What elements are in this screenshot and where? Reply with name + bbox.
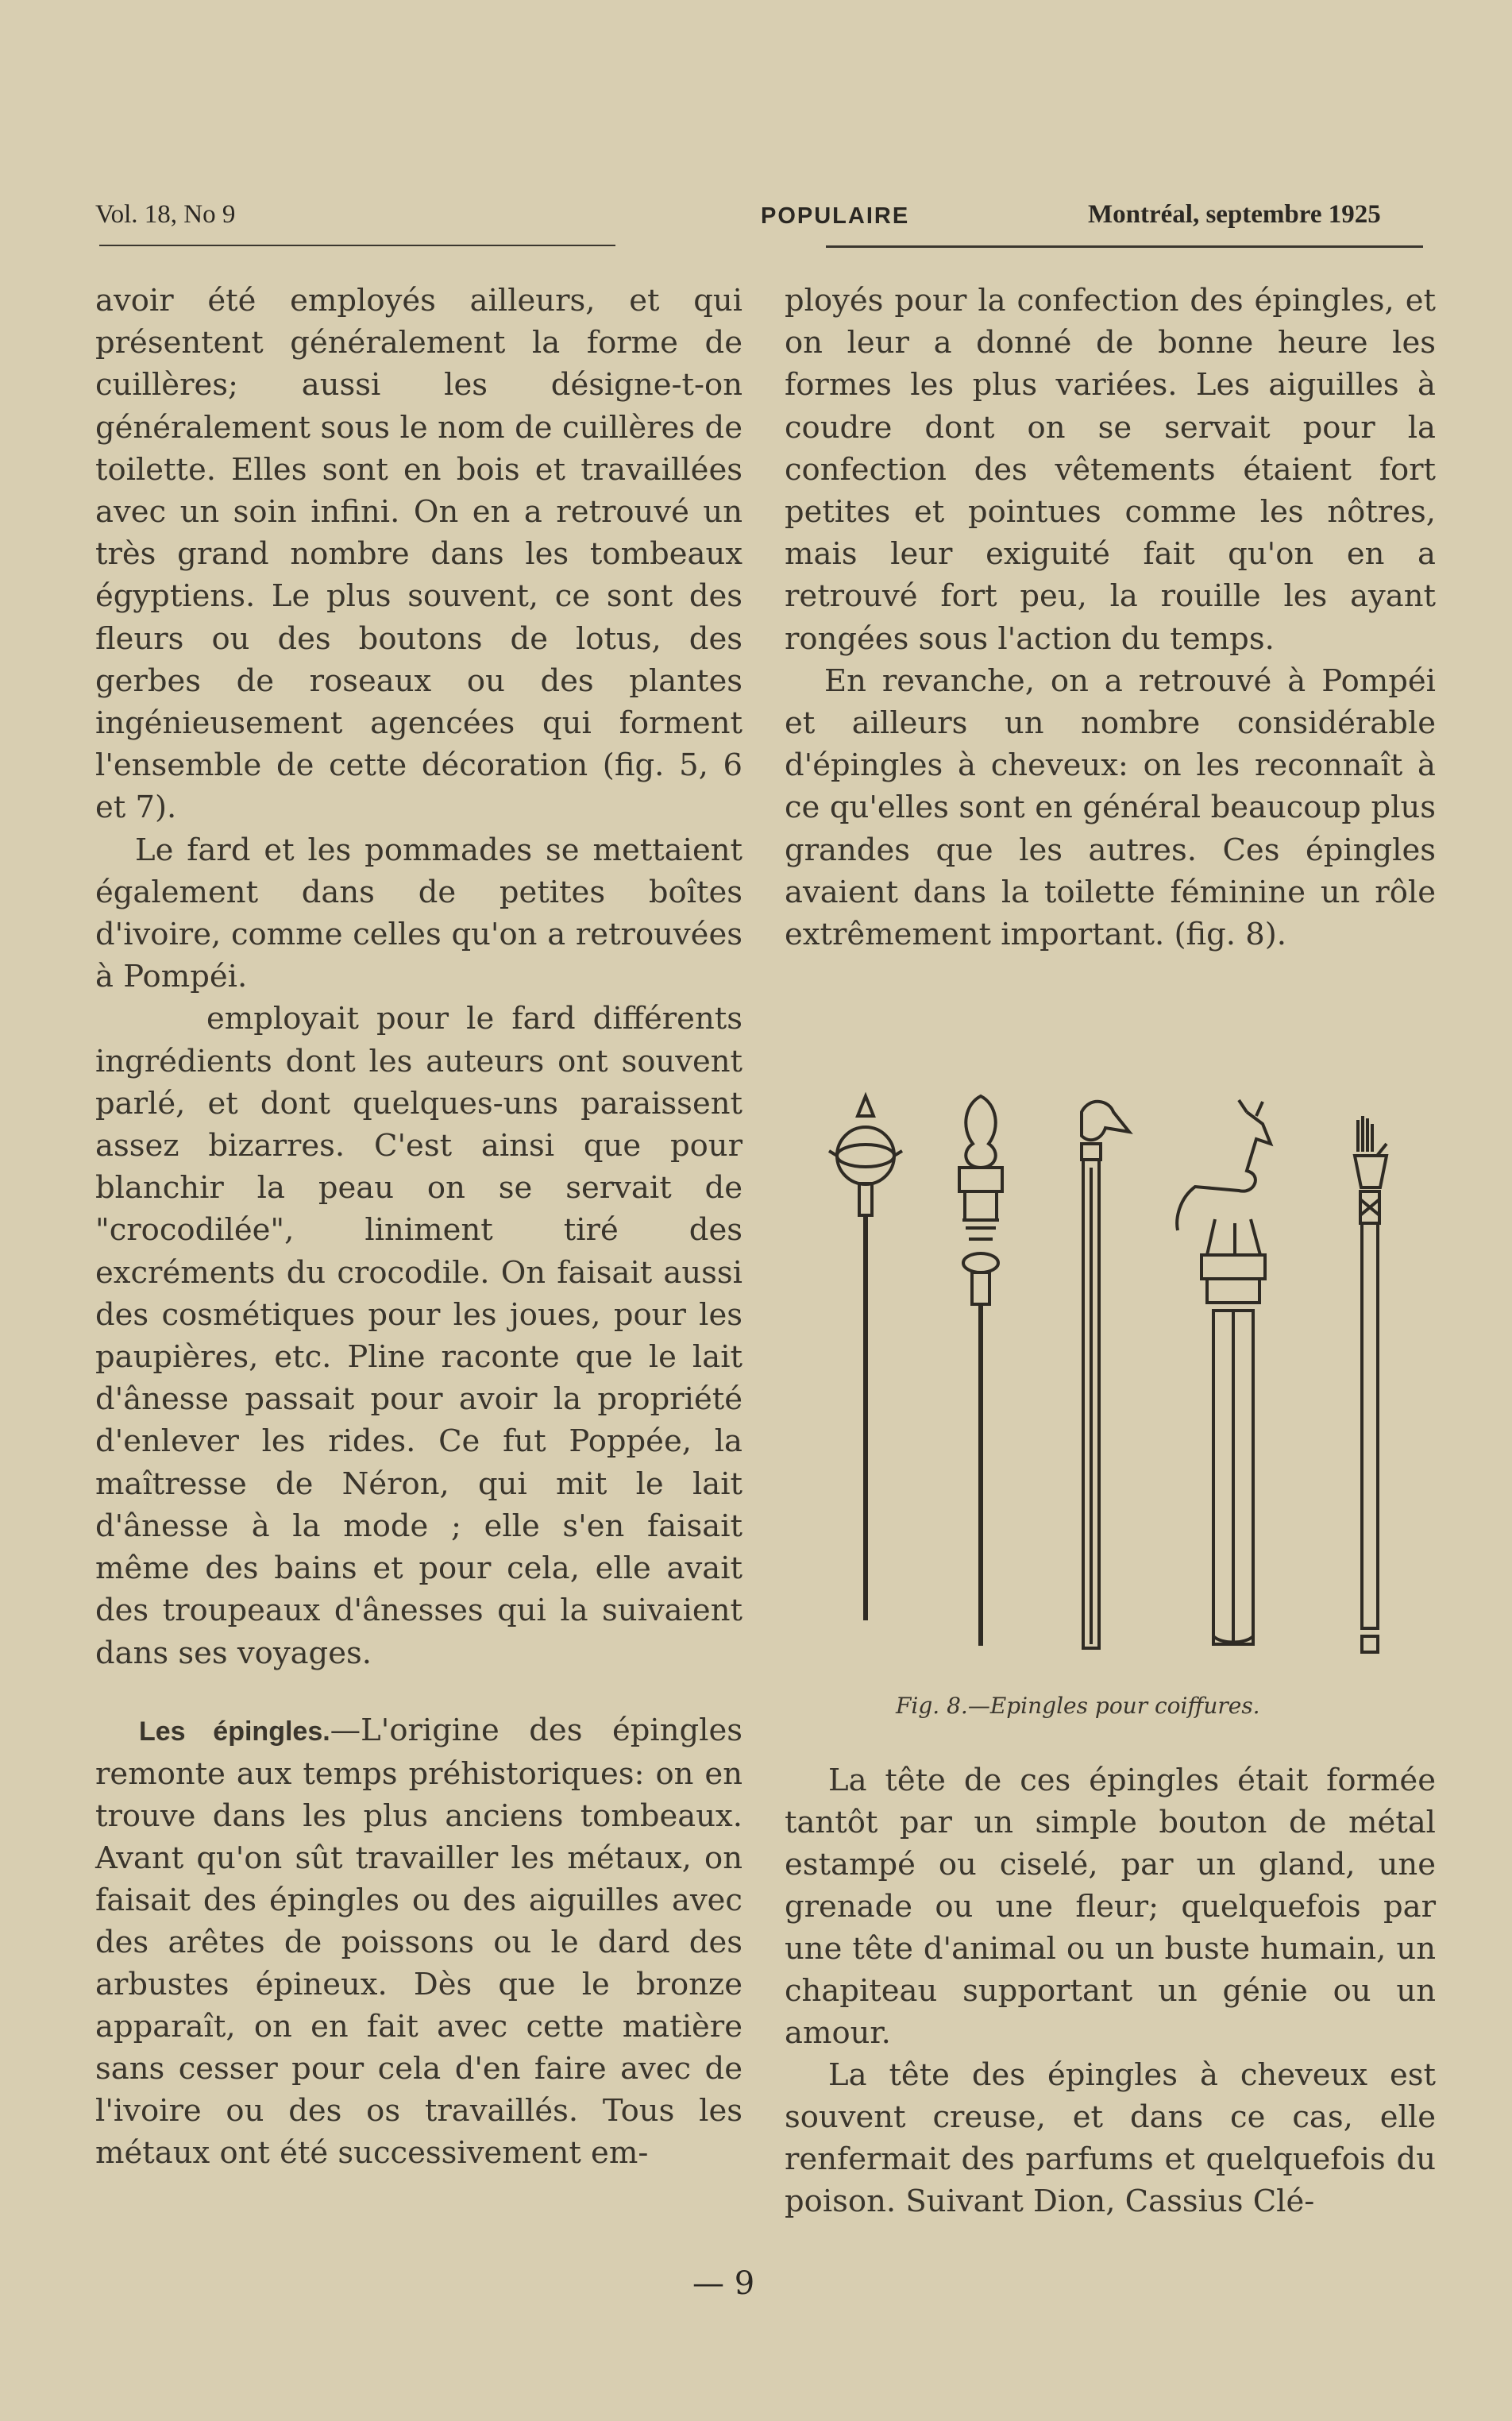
publication-title: POPULAIRE xyxy=(761,203,910,229)
paragraph: employait pour le fard différents ingrédients dont les auteurs ont souvent parlé, et dont quelques-uns paraissent assez bizarres. C'est ainsi que pour blanchir la peau on se servait de "crocodilée", liniment tiré des excréments du crocodile. On faisait aussi des cosmétiques pour les joues, pour les paupières, etc. Pline raconte que le lait d'ânesse passait pour avoir la propriété d'enlever les rides. Ce fut Poppée, la maîtresse de Néron, qui mit le lait d'ânesse à la mode ; elle s'en faisait même des bains et pour cela, elle avait des troupeaux d'ânesses qui la suivaient dans ses voyages. xyxy=(95,1001,742,1671)
paragraph: Les épingles.—L'origine des épingles remonte aux temps préhistoriques: on en trouve dans les plus anciens tombeaux. Avant qu'on sût travailler les métaux, on faisait des épingles ou des aiguilles avec des arêtes de poissons ou le dard des arbustes épineux. Dès que le bronze apparaît, on en fait avec cette matière sans cesser pour cela d'en faire avec de l'ivoire ou des os travaillés. Tous les métaux ont été successivement em- xyxy=(95,1712,742,2171)
hairpin-ornate-ball xyxy=(829,1096,902,1620)
section-heading: Les épingles. xyxy=(139,1716,330,1747)
figure-caption: Fig. 8.—Epingles pour coiffures. xyxy=(896,1693,1260,1719)
volume-number: Vol. 18, No 9 xyxy=(95,200,236,229)
right-column-continued xyxy=(785,1759,1436,2222)
header-rule-left xyxy=(99,245,615,246)
right-column xyxy=(785,280,1436,956)
paragraph: En revanche, on a retrouvé à Pompéi et ailleurs un nombre considérable d'épingles à cheveux: on les reconnaît à ce qu'elles sont en général beaucoup plus grandes que les autres. Ces épingles avaient dans la toilette féminine un rôle extrêmement important. (fig. 8). xyxy=(785,662,1436,953)
paragraph: ployés pour la confection des épingles, et on leur a donné de bonne heure les formes les plus variées. Les aiguilles à coudre dont on se servait pour la confection des vêtements étaient fort petites et pointues comme les nôtres, mais leur exiguité fait qu'on en a retrouvé fort peu, la rouille les ayant rongées sous l'action du temps. xyxy=(785,283,1436,657)
issue-date: Montréal, septembre 1925 xyxy=(1088,200,1381,229)
section-pins xyxy=(95,1709,742,2174)
header-rule-right xyxy=(826,245,1423,248)
paragraph: La tête des épingles à cheveux est souvent creuse, et dans ce cas, elle renfermait des parfums et quelquefois du poison. Suivant Dion, Cassius Clé- xyxy=(785,2057,1436,2219)
hairpin-bust-column xyxy=(959,1096,1002,1646)
paragraph: avoir été employés ailleurs, et qui présentent généralement la forme de cuillères; aussi les désigne-t-on généralement sous le nom de cuillères de toilette. Elles sont en bois et travaillées avec un soin infini. On en a retrouvé un très grand nombre dans les tombeaux égyptiens. Le plus souvent, ce sont des fleurs ou des boutons de lotus, des gerbes de roseaux ou des plantes ingénieusement agencées qui forment l'ensemble de cette décoration (fig. 5, 6 et 7). xyxy=(95,283,742,826)
hairpin-goat xyxy=(1177,1100,1271,1644)
hairpin-bird xyxy=(1082,1102,1129,1648)
hairpin-hand xyxy=(1355,1116,1387,1652)
paragraph: La tête de ces épingles était formée tantôt par un simple bouton de métal estampé ou ciselé, par un gland, une grenade ou une fleur; quelquefois par une tête d'animal ou un buste humain, un chapiteau supportant un génie ou un amour. xyxy=(785,1763,1436,2051)
page-number: — 9 xyxy=(692,2265,755,2302)
hairpins-illustration xyxy=(802,1080,1437,1680)
paragraph: Le fard et les pommades se mettaient également dans de petites boîtes d'ivoire, comme celles qu'on a retrouvées à Pompéi. xyxy=(95,832,742,995)
left-column xyxy=(95,280,742,1674)
